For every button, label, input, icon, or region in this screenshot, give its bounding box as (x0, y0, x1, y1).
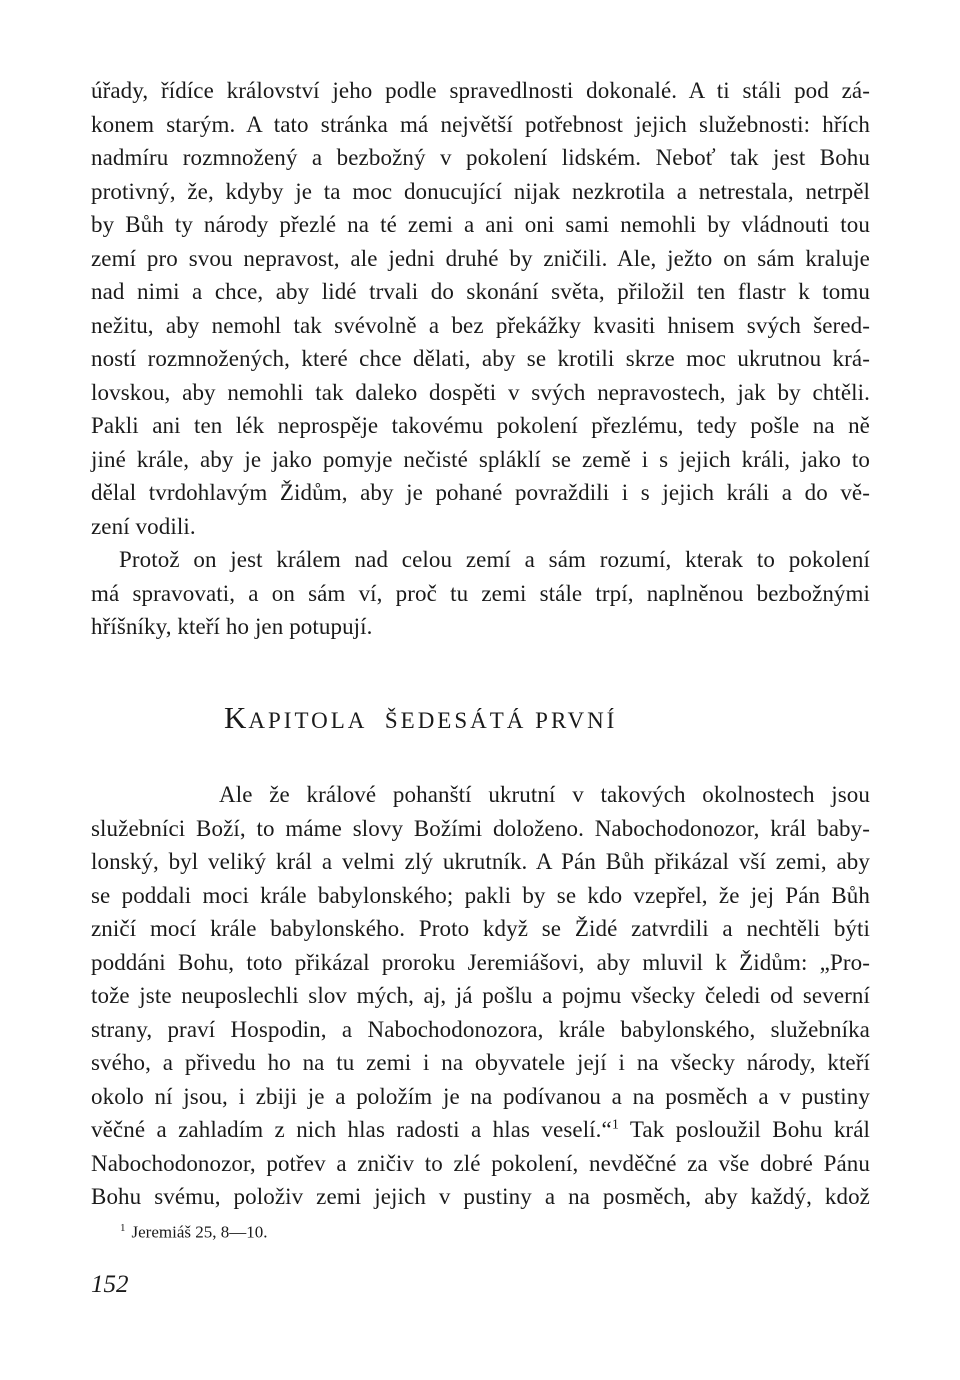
text-line: tože jste neuposlechli slov mých, aj, já pošlu a pojmu všecky čeledi od severní (91, 983, 870, 1008)
section-2 (91, 778, 870, 1214)
text-line: konem starým. A tato stránka má největší potřebnost jejich služebnosti: hřích (91, 111, 870, 137)
heading-initial: K (224, 700, 249, 735)
text-line: okolo ní jsou, i zbiji je a položím je na podívanou a na posměch a v pustiny (91, 1083, 870, 1109)
text-line: lonský, byl veliký král a velmi zlý ukrutník. A Pán Bůh přikázal vší zemi, aby (91, 849, 870, 874)
text-line: lovskou, aby nemohli tak daleko dospěti v svých nepravostech, jak by chtěli. (91, 379, 870, 405)
text-segment: věčné a zahladím z nich hlas radosti a hlas veselí.“ (91, 1117, 612, 1142)
text-line: strany, praví Hospodin, a Nabochodonozora, krále babylonského, služebníka (91, 1016, 870, 1042)
text-line: Nabochodonozor, potřev a zničiv to zlé pokolení, nevděčné za vše dobré Pánu (91, 1150, 870, 1176)
text-line: by Bůh ty národy přezlé na té zemi a ani oni sami nemohli by vládnouti tou (91, 212, 870, 237)
text-line: protivný, že, kdyby je ta moc donucující nijak nezkrotila a netrestala, netrpěl (91, 178, 870, 204)
text-line: zemí pro svou nepravost, ale jedni druhé by zničili. Ale, ježto on sám kraluje (91, 245, 870, 271)
text-line: Bohu svému, položiv zemi jejich v pustiny a na posměch, aby každý, kdož (91, 1184, 870, 1209)
text-line: hříšníky, kteří ho jen potupují. (91, 614, 373, 639)
text-segment: Tak posloužil Bohu král (618, 1117, 870, 1142)
text-line: dělal tvrdohlavým Židům, aby je pohané povraždili i s jejich králi a do vě- (91, 480, 870, 505)
text-line-with-note (91, 1113, 870, 1147)
paragraph-first-line: Ale že králové pohanští ukrutní v takových okolnostech jsou (219, 782, 870, 807)
text-line: poddáni Bohu, toto přikázal proroku Jeremiášovi, aby mluvil k Židům: „Pro- (91, 949, 870, 975)
text-line: Pakli ani ten lék neprospěje takovému pokolení přezlému, tedy pošle na ně (91, 413, 870, 438)
text-line: zničí mocí krále babylonského. Proto když se Židé zatvrdili a nechtěli býti (91, 916, 870, 941)
text-line: zení vodili. (91, 513, 196, 539)
section-1 (91, 74, 870, 644)
text-line: nežitu, aby nemohl tak svévolně a bez překážky kvasiti hnisem svých šered- (91, 312, 870, 338)
paragraph-first-line: Protož on jest králem nad celou zemí a sám rozumí, kterak to pokolení (119, 547, 870, 572)
text-line: se poddali moci krále babylonského; pakli by se kdo vzepřel, že jej Pán Bůh (91, 882, 870, 908)
text-line: svého, a přivedu ho na tu zemi i na obyvatele její i na všecky národy, kteří (91, 1050, 870, 1075)
text-line: nadmíru rozmnožený a bezbožný v pokolení lidském. Neboť tak jest Bohu (91, 145, 870, 170)
heading-word-1: APITOLA (248, 708, 368, 733)
text-line: ností rozmnožených, které chce dělati, aby se krotili skrze moc ukrutnou krá- (91, 346, 870, 371)
heading-words: ŠEDESÁTÁ PRVNÍ (384, 708, 618, 733)
footnote-mark: 1 (120, 1222, 126, 1234)
text-line: úřady, řídíce království jeho podle spravedlnosti dokonalé. A ti stáli pod zá- (91, 78, 870, 103)
footnote-text: Jeremiáš 25, 8—10. (131, 1222, 268, 1242)
chapter-heading (224, 700, 617, 736)
text-line: nad nimi a chce, aby lidé trvali do skonání světa, přiložil ten flastr k tomu (91, 279, 870, 304)
footnote (120, 1222, 267, 1243)
text-line: jiné krále, aby je jako pomyje nečisté spláklí se země i s jejich králi, jako to (91, 446, 870, 472)
page-number: 152 (91, 1271, 129, 1298)
footnote-reference[interactable]: 1 (611, 1117, 619, 1133)
text-line: služebníci Boží, to máme slovy Božími doloženo. Nabochodonozor, král baby- (91, 815, 870, 841)
text-line: má spravovati, a on sám ví, proč tu zemi stále trpí, naplněnou bezbožnými (91, 580, 870, 606)
